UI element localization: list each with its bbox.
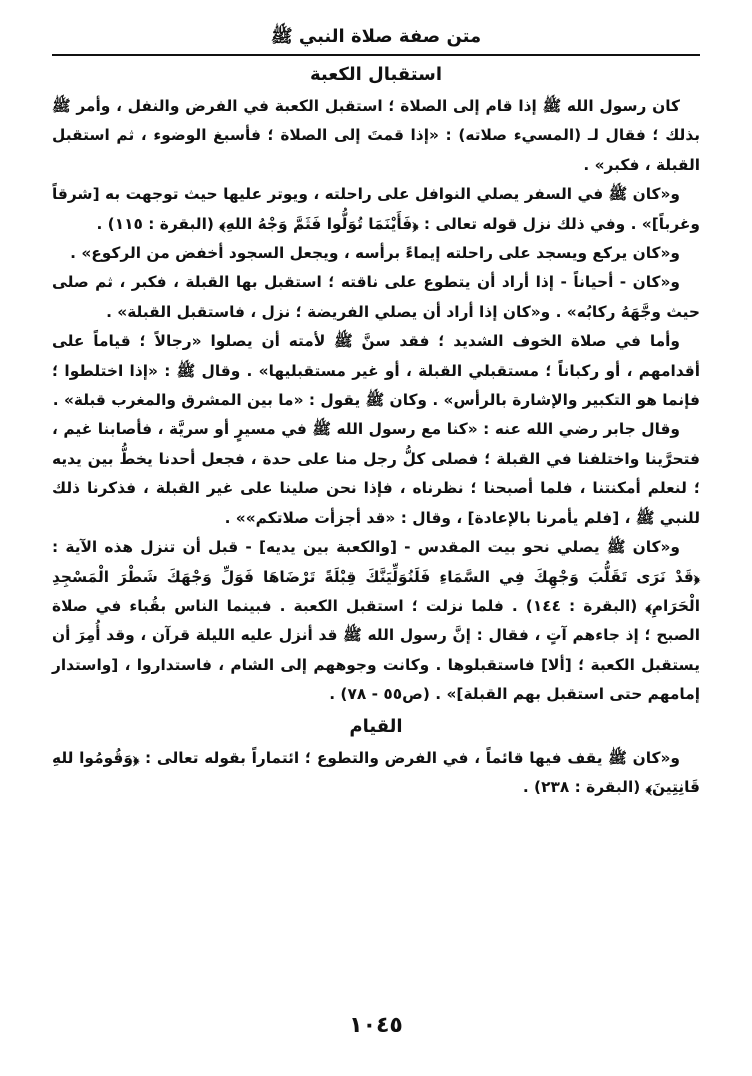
header-rule — [52, 54, 700, 56]
paragraph: و«كان ﷺ في السفر يصلي النوافل على راحلته ، ويوتر عليها حيث توجهت به [شرقاً وغرباً]» . وفي ذلك نزل قوله تعالى : ﴿فَأَيْنَمَا تُوَلُّوا فَثَمَّ وَجْهُ اللهِ﴾ (البقرة : ١١٥) . — [52, 185, 700, 233]
paragraph: كان رسول الله ﷺ إذا قام إلى الصلاة ؛ استقبل الكعبة في الفرض والنفل ، وأمر ﷺ بذلك ؛ فقال لـ (المسيء صلاته) : «إذا قمتَ إلى الصلاة ؛ فأسبغ الوضوء ، ثم استقبل القبلة ، فكبر» . — [52, 97, 700, 174]
section-title-qibla: استقبال الكعبة — [310, 64, 442, 85]
section-title-standing: القيام — [349, 715, 403, 737]
paragraph: و«كان ﷺ يصلي نحو بيت المقدس - [والكعبة بين يديه] - قبل أن تنزل هذه الآية : ﴿قَدْ نَرَى تَقَلُّبَ وَجْهِكَ فِي السَّمَاءِ فَلَنُوَلِّيَنَّكَ قِبْلَةً تَرْضَاهَا فَوَلِّ وَجْهَكَ شَطْرَ الْمَسْجِدِ الْحَرَامِ﴾ (البقرة : ١٤٤) . فلما نزلت ؛ استقبل الكعبة . فبينما الناس بقُباء في صلاة الصبح ؛ إذ جاءهم آتٍ ، فقال : إنَّ رسول الله ﷺ قد أنزل عليه الليلة قرآن ، وقد أُمِرَ أن يستقبل الكعبة ؛ [ألا] فاستقبلوها . وكانت وجوههم إلى الشام ، فاستداروا ، [واستدار إمامهم حتى استقبل بهم القبلة]» . (ص٥٥ - ٧٨) . — [52, 538, 700, 704]
page-number: ١٠٤٥ — [349, 1013, 403, 1038]
paragraph: و«كان ﷺ يقف فيها قائماً ، في الفرض والتطوع ؛ ائتماراً بقوله تعالى : ﴿وَقُومُوا للهِ قَانِتِينَ﴾ (البقرة : ٢٣٨) . — [52, 748, 700, 796]
paragraph: وقال جابر رضي الله عنه : «كنا مع رسول الله ﷺ في مسيرٍ أو سريَّة ، فأصابنا غيم ، فتحرَّينا واختلفنا في القبلة ؛ فصلى كلُّ رجل منا على حدة ، فجعل أحدنا يخطُّ بين يديه ؛ لنعلم أمكنتنا ، فلما أصبحنا ؛ نظرناه ، فإذا نحن صلينا على غير القبلة ، فذكرنا ذلك للنبي ﷺ ، [فلم يأمرنا بالإعادة] ، وقال : «قد أجزأت صلاتكم»» . — [52, 420, 700, 527]
paragraph: وأما في صلاة الخوف الشديد ؛ فقد سنَّ ﷺ لأمته أن يصلوا «رجالاً ؛ قياماً على أقدامهم ، أو ركباناً ؛ مستقبلي القبلة ، أو غير مستقبليها» . وقال ﷺ : «إذا اختلطوا ؛ فإنما هو التكبير والإشارة بالرأس» . وكان ﷺ يقول : «ما بين المشرق والمغرب قبلة» . — [52, 332, 700, 410]
paragraph: و«كان يركع ويسجد على راحلته إيماءً برأسه ، ويجعل السجود أخفض من الركوع» . — [70, 244, 680, 263]
running-header: متن صفة صلاة النبي ﷺ — [270, 26, 482, 47]
page-body — [52, 58, 700, 986]
paragraph: و«كان - أحياناً - إذا أراد أن يتطوع على ناقته ؛ استقبل بها القبلة ، فكبر ، ثم صلى حيث وجَّهَهُ ركابُه» . و«كان إذا أراد أن يصلي الفريضة ؛ نزل ، فاستقبل القبلة» . — [52, 273, 700, 321]
